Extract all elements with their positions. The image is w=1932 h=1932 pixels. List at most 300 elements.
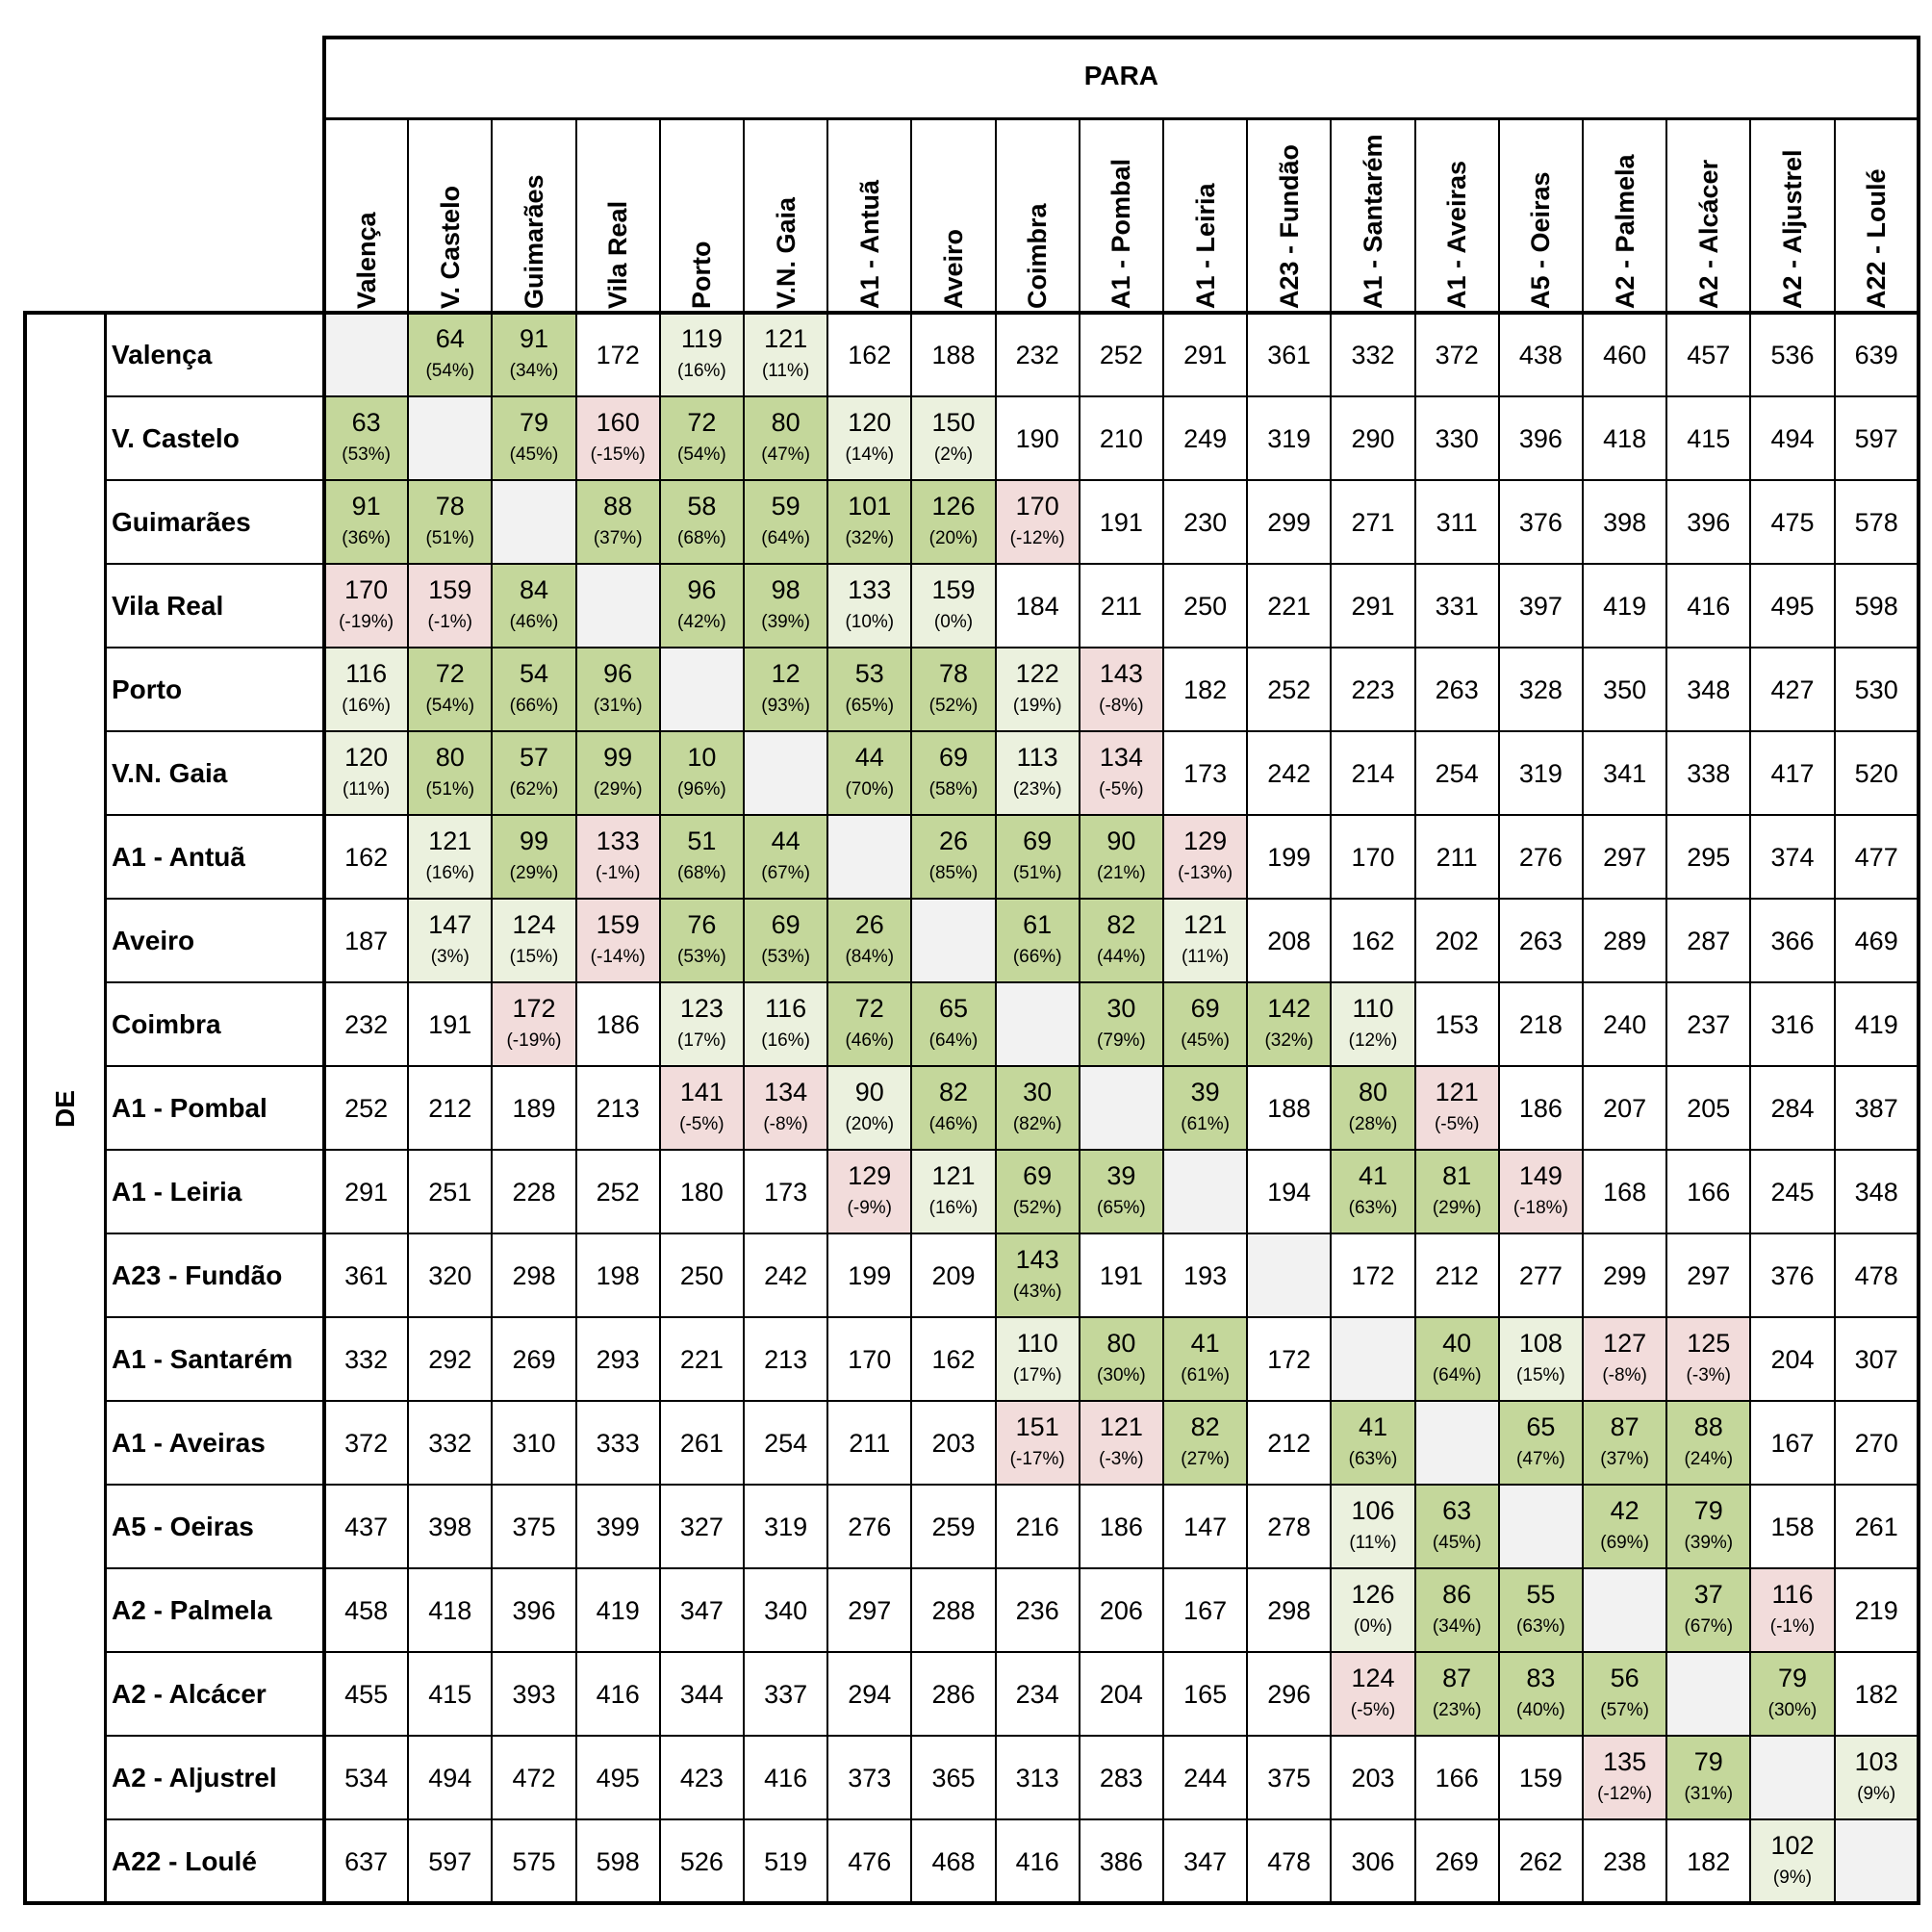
matrix-cell xyxy=(1080,1401,1163,1485)
matrix-cell xyxy=(1835,1150,1919,1233)
cell-value: 250 xyxy=(1183,591,1228,621)
matrix-cell xyxy=(1583,1066,1666,1150)
matrix-cell xyxy=(1163,982,1247,1066)
cell-value: 289 xyxy=(1603,926,1647,955)
cell-percent: (29%) xyxy=(1432,1198,1482,1218)
column-label: Porto xyxy=(687,241,717,309)
matrix-cell xyxy=(744,1401,827,1485)
matrix-cell xyxy=(324,1317,408,1401)
cell-value: 639 xyxy=(1854,340,1898,369)
diagonal-cell xyxy=(1750,1736,1834,1819)
cell-value: 147 xyxy=(428,910,472,939)
cell-value: 399 xyxy=(596,1512,640,1541)
matrix-cell xyxy=(1247,815,1331,899)
cell-percent: (23%) xyxy=(1432,1700,1482,1720)
matrix-cell xyxy=(1666,480,1750,564)
matrix-cell xyxy=(1163,1736,1247,1819)
cell-percent: (69%) xyxy=(1600,1533,1649,1553)
matrix-cell xyxy=(827,396,911,480)
cell-value: 186 xyxy=(1099,1512,1143,1541)
cell-percent: (31%) xyxy=(593,696,643,716)
matrix-cell xyxy=(1080,982,1163,1066)
diagonal-cell xyxy=(911,899,995,982)
cell-value: 190 xyxy=(1015,423,1059,453)
matrix-cell xyxy=(576,982,660,1066)
cell-value: 396 xyxy=(512,1595,556,1625)
matrix-cell xyxy=(1415,1652,1499,1736)
matrix-cell xyxy=(744,1066,827,1150)
cell-value: 116 xyxy=(345,659,388,688)
matrix-cell xyxy=(1583,1317,1666,1401)
matrix-cell xyxy=(1835,982,1919,1066)
cell-value: 269 xyxy=(1435,1846,1479,1876)
matrix-cell xyxy=(660,731,744,815)
matrix-cell xyxy=(911,1485,995,1568)
matrix-cell xyxy=(660,1819,744,1903)
grid-hline xyxy=(106,1400,1919,1402)
matrix-cell xyxy=(324,731,408,815)
matrix-cell xyxy=(827,313,911,396)
row-label: A2 - Palmela xyxy=(112,1594,272,1625)
cell-value: 438 xyxy=(1518,340,1563,369)
border-matrix-left xyxy=(322,36,326,1905)
cell-percent: (17%) xyxy=(677,1030,726,1051)
matrix-cell xyxy=(408,815,492,899)
matrix-cell xyxy=(1499,564,1583,648)
matrix-cell xyxy=(1499,313,1583,396)
grid-hline xyxy=(106,1316,1919,1318)
matrix-cell xyxy=(1163,1317,1247,1401)
cell-percent: (63%) xyxy=(1348,1449,1398,1469)
matrix-cell xyxy=(660,1568,744,1652)
diagonal-cell xyxy=(827,815,911,899)
cell-percent: (11%) xyxy=(1349,1533,1397,1553)
cell-value: 598 xyxy=(596,1846,640,1876)
matrix-cell xyxy=(1499,1150,1583,1233)
matrix-cell xyxy=(492,313,575,396)
cell-percent: (84%) xyxy=(845,947,895,967)
matrix-cell xyxy=(324,815,408,899)
grid-vline xyxy=(1246,118,1248,1903)
cell-percent: (65%) xyxy=(845,696,895,716)
matrix-cell xyxy=(1750,1652,1834,1736)
matrix-cell xyxy=(911,982,995,1066)
cell-percent: (39%) xyxy=(1684,1533,1734,1553)
cell-percent: (-5%) xyxy=(679,1114,724,1134)
cell-percent: (64%) xyxy=(928,1030,979,1051)
matrix-cell xyxy=(996,815,1080,899)
cell-value: 86 xyxy=(1442,1580,1472,1609)
cell-value: 191 xyxy=(1099,507,1143,537)
matrix-cell xyxy=(1331,1066,1414,1150)
matrix-cell xyxy=(1499,1317,1583,1401)
cell-value: 199 xyxy=(1267,842,1311,872)
row-label: Valença xyxy=(112,339,213,369)
cell-value: 291 xyxy=(1183,340,1228,369)
matrix-cell xyxy=(996,1150,1080,1233)
matrix-cell xyxy=(576,1401,660,1485)
cell-value: 82 xyxy=(1106,910,1136,939)
matrix-cell xyxy=(1750,982,1834,1066)
cell-value: 124 xyxy=(512,910,556,939)
column-label: A1 - Aveiras xyxy=(1442,160,1472,309)
cell-percent: (62%) xyxy=(509,779,559,800)
cell-percent: (37%) xyxy=(593,528,643,548)
row-label: Porto xyxy=(112,674,183,704)
cell-value: 419 xyxy=(1854,1009,1898,1039)
cell-percent: (15%) xyxy=(1516,1365,1565,1385)
cell-value: 37 xyxy=(1693,1580,1723,1609)
matrix-cell xyxy=(1499,731,1583,815)
cell-value: 218 xyxy=(1518,1009,1563,1039)
cell-value: 534 xyxy=(344,1763,389,1792)
cell-value: 252 xyxy=(596,1177,640,1207)
matrix-cell xyxy=(1750,1150,1834,1233)
grid-hline xyxy=(106,1818,1919,1820)
grid-vline xyxy=(1665,118,1667,1903)
cell-value: 455 xyxy=(344,1679,389,1709)
grid-hline xyxy=(106,814,1919,816)
matrix-cell xyxy=(660,1150,744,1233)
grid-vline xyxy=(491,118,493,1903)
cell-value: 123 xyxy=(679,994,724,1023)
matrix-cell xyxy=(408,480,492,564)
matrix-cell xyxy=(660,982,744,1066)
matrix-cell xyxy=(1583,731,1666,815)
matrix-cell xyxy=(1247,396,1331,480)
matrix-cell xyxy=(1080,1819,1163,1903)
cell-value: 284 xyxy=(1770,1093,1815,1123)
cell-value: 319 xyxy=(1267,423,1311,453)
cell-value: 254 xyxy=(1435,758,1479,788)
cell-value: 330 xyxy=(1435,423,1479,453)
cell-value: 81 xyxy=(1442,1161,1472,1190)
cell-percent: (27%) xyxy=(1181,1449,1230,1469)
matrix-cell xyxy=(1415,396,1499,480)
column-label: V. Castelo xyxy=(435,185,465,309)
cell-value: 332 xyxy=(1351,340,1395,369)
cell-value: 348 xyxy=(1687,674,1731,704)
cell-value: 72 xyxy=(687,408,717,437)
matrix-cell xyxy=(827,899,911,982)
matrix-cell xyxy=(1835,1485,1919,1568)
cell-value: 80 xyxy=(1106,1329,1136,1358)
border-matrix-top xyxy=(23,311,1919,315)
matrix-cell xyxy=(827,1233,911,1317)
cell-value: 134 xyxy=(764,1078,808,1106)
row-label: Coimbra xyxy=(112,1008,221,1039)
matrix-cell xyxy=(492,1568,575,1652)
matrix-cell xyxy=(911,480,995,564)
matrix-cell xyxy=(996,648,1080,731)
column-label: A23 - Fundão xyxy=(1274,143,1304,309)
cell-value: 41 xyxy=(1190,1329,1220,1358)
cell-percent: (32%) xyxy=(1264,1030,1314,1051)
matrix-cell xyxy=(996,1736,1080,1819)
cell-value: 249 xyxy=(1183,423,1228,453)
cell-percent: (16%) xyxy=(928,1198,979,1218)
column-label: V.N. Gaia xyxy=(771,196,801,309)
matrix-cell xyxy=(1666,982,1750,1066)
matrix-cell xyxy=(744,396,827,480)
cell-value: 262 xyxy=(1518,1846,1563,1876)
matrix-cell xyxy=(1499,1233,1583,1317)
cell-value: 57 xyxy=(519,743,548,772)
cell-value: 237 xyxy=(1687,1009,1731,1039)
cell-value: 578 xyxy=(1854,507,1898,537)
row-label: Aveiro xyxy=(112,925,195,955)
matrix-cell xyxy=(1080,1233,1163,1317)
matrix-cell xyxy=(660,815,744,899)
cell-value: 495 xyxy=(596,1763,640,1792)
cell-percent: (51%) xyxy=(425,779,475,800)
row-label: A2 - Aljustrel xyxy=(112,1762,277,1792)
cell-value: 519 xyxy=(764,1846,808,1876)
cell-percent: (-14%) xyxy=(590,947,646,967)
cell-value: 204 xyxy=(1770,1344,1815,1374)
matrix-cell xyxy=(744,1233,827,1317)
cell-percent: (54%) xyxy=(425,361,475,381)
cell-value: 69 xyxy=(1190,994,1220,1023)
cell-value: 478 xyxy=(1267,1846,1311,1876)
cell-percent: (-12%) xyxy=(1597,1784,1653,1804)
matrix-cell xyxy=(1163,1568,1247,1652)
cell-value: 234 xyxy=(1015,1679,1059,1709)
matrix-cell xyxy=(1499,899,1583,982)
matrix-cell xyxy=(576,1485,660,1568)
matrix-cell xyxy=(996,1233,1080,1317)
matrix-cell xyxy=(492,564,575,648)
cell-percent: (-3%) xyxy=(1099,1449,1144,1469)
matrix-cell xyxy=(1750,396,1834,480)
row-label: A1 - Santarém xyxy=(112,1343,293,1374)
cell-value: 142 xyxy=(1267,994,1311,1023)
matrix-cell xyxy=(660,1317,744,1401)
diagonal-cell xyxy=(660,648,744,731)
cell-value: 252 xyxy=(344,1093,389,1123)
matrix-cell xyxy=(1163,1819,1247,1903)
column-label: A1 - Santarém xyxy=(1359,134,1387,309)
matrix-cell xyxy=(827,1819,911,1903)
matrix-cell xyxy=(827,1150,911,1233)
cell-value: 478 xyxy=(1854,1260,1898,1290)
matrix-cell xyxy=(1415,313,1499,396)
matrix-cell xyxy=(1163,1401,1247,1485)
grid-vline xyxy=(1498,118,1500,1903)
matrix-cell xyxy=(1835,313,1919,396)
cell-value: 162 xyxy=(931,1344,976,1374)
cell-percent: (53%) xyxy=(677,947,726,967)
row-label: A23 - Fundão xyxy=(112,1259,283,1290)
cell-percent: (29%) xyxy=(509,863,559,883)
matrix-cell xyxy=(1080,899,1163,982)
cell-value: 53 xyxy=(854,659,884,688)
matrix-cell xyxy=(1247,313,1331,396)
cell-percent: (-18%) xyxy=(1513,1198,1568,1218)
cell-percent: (64%) xyxy=(1432,1365,1482,1385)
cell-percent: (-13%) xyxy=(1178,863,1233,883)
matrix-cell xyxy=(492,1066,575,1150)
matrix-cell xyxy=(996,1652,1080,1736)
matrix-cell xyxy=(996,480,1080,564)
cell-percent: (20%) xyxy=(845,1114,895,1134)
cell-percent: (52%) xyxy=(928,696,979,716)
matrix-cell xyxy=(492,1317,575,1401)
diagonal-cell xyxy=(1415,1401,1499,1485)
cell-value: 82 xyxy=(938,1078,968,1106)
matrix-cell xyxy=(1499,1819,1583,1903)
matrix-cell xyxy=(324,1150,408,1233)
cell-percent: (16%) xyxy=(425,863,475,883)
matrix-cell xyxy=(744,648,827,731)
cell-percent: (-15%) xyxy=(590,445,646,465)
cell-value: 91 xyxy=(519,324,548,353)
cell-value: 333 xyxy=(596,1428,640,1458)
cell-value: 291 xyxy=(344,1177,389,1207)
cell-value: 96 xyxy=(603,659,633,688)
cell-value: 297 xyxy=(1603,842,1647,872)
cell-value: 327 xyxy=(679,1512,724,1541)
cell-value: 397 xyxy=(1518,591,1563,621)
cell-percent: (63%) xyxy=(1516,1616,1565,1637)
matrix-cell xyxy=(324,1736,408,1819)
matrix-cell xyxy=(1583,1233,1666,1317)
cell-value: 263 xyxy=(1518,926,1563,955)
cell-value: 133 xyxy=(596,826,640,855)
cell-percent: (32%) xyxy=(845,528,895,548)
cell-value: 298 xyxy=(512,1260,556,1290)
matrix-cell xyxy=(1750,480,1834,564)
cell-percent: (-8%) xyxy=(763,1114,808,1134)
cell-value: 396 xyxy=(1687,507,1731,537)
matrix-cell xyxy=(1415,1150,1499,1233)
cell-percent: (16%) xyxy=(342,696,391,716)
matrix-cell xyxy=(1750,815,1834,899)
matrix-cell xyxy=(1247,1485,1331,1568)
cell-value: 365 xyxy=(931,1763,976,1792)
matrix-cell xyxy=(1666,1401,1750,1485)
matrix-cell xyxy=(1331,1568,1414,1652)
cell-value: 372 xyxy=(344,1428,389,1458)
cell-value: 121 xyxy=(1435,1078,1479,1106)
matrix-cell xyxy=(492,815,575,899)
cell-value: 172 xyxy=(512,994,556,1023)
cell-value: 261 xyxy=(679,1428,724,1458)
cell-value: 376 xyxy=(1770,1260,1815,1290)
cell-value: 79 xyxy=(1693,1747,1723,1776)
matrix-cell xyxy=(1247,1401,1331,1485)
matrix-cell xyxy=(827,1736,911,1819)
cell-value: 87 xyxy=(1442,1664,1472,1692)
matrix-cell xyxy=(1163,731,1247,815)
matrix-cell xyxy=(827,480,911,564)
matrix-cell xyxy=(1750,1317,1834,1401)
cell-value: 298 xyxy=(1267,1595,1311,1625)
cell-percent: (-5%) xyxy=(1350,1700,1396,1720)
matrix-cell xyxy=(324,1652,408,1736)
cell-value: 127 xyxy=(1603,1329,1647,1358)
row-label: V.N. Gaia xyxy=(112,757,228,788)
cell-value: 396 xyxy=(1518,423,1563,453)
cell-value: 250 xyxy=(679,1260,724,1290)
cell-value: 297 xyxy=(848,1595,892,1625)
cell-percent: (79%) xyxy=(1097,1030,1146,1051)
matrix-cell xyxy=(660,1485,744,1568)
cell-value: 494 xyxy=(1770,423,1815,453)
matrix-cell xyxy=(744,1736,827,1819)
matrix-cell xyxy=(827,1652,911,1736)
matrix-cell xyxy=(1415,1568,1499,1652)
cell-value: 477 xyxy=(1854,842,1898,872)
cell-value: 419 xyxy=(1603,591,1647,621)
grid-hline xyxy=(106,1735,1919,1737)
cell-value: 276 xyxy=(1518,842,1563,872)
cell-value: 10 xyxy=(687,743,717,772)
matrix-cell xyxy=(576,648,660,731)
matrix-cell xyxy=(1835,1652,1919,1736)
matrix-cell xyxy=(1835,731,1919,815)
cell-value: 228 xyxy=(512,1177,556,1207)
cell-value: 350 xyxy=(1603,674,1647,704)
matrix-cell xyxy=(996,1401,1080,1485)
matrix-cell xyxy=(1163,480,1247,564)
cell-value: 151 xyxy=(1015,1412,1059,1441)
cell-value: 295 xyxy=(1687,842,1731,872)
matrix-cell xyxy=(1415,1066,1499,1150)
matrix-cell xyxy=(1331,1736,1414,1819)
cell-value: 252 xyxy=(1267,674,1311,704)
cell-value: 597 xyxy=(428,1846,472,1876)
cell-value: 347 xyxy=(1183,1846,1228,1876)
matrix-cell xyxy=(1080,648,1163,731)
cell-percent: (67%) xyxy=(1684,1616,1734,1637)
cell-percent: (45%) xyxy=(1432,1533,1482,1553)
matrix-cell xyxy=(576,1568,660,1652)
matrix-cell xyxy=(1750,1819,1834,1903)
matrix-cell xyxy=(324,1066,408,1150)
matrix-cell xyxy=(1247,899,1331,982)
cell-value: 166 xyxy=(1435,1763,1479,1792)
cell-value: 69 xyxy=(1023,1161,1053,1190)
cell-value: 110 xyxy=(1016,1329,1058,1358)
column-label: A1 - Antuã xyxy=(854,180,884,309)
matrix-cell xyxy=(408,1568,492,1652)
matrix-cell xyxy=(1583,1819,1666,1903)
cell-value: 159 xyxy=(428,575,472,604)
cell-value: 278 xyxy=(1267,1512,1311,1541)
matrix-cell xyxy=(996,1568,1080,1652)
matrix-cell xyxy=(660,480,744,564)
cell-value: 347 xyxy=(679,1595,724,1625)
cell-value: 102 xyxy=(1770,1831,1815,1860)
matrix-cell xyxy=(1750,1401,1834,1485)
matrix-cell xyxy=(744,1568,827,1652)
matrix-cell xyxy=(324,564,408,648)
cell-percent: (12%) xyxy=(1348,1030,1398,1051)
cell-value: 173 xyxy=(1183,758,1228,788)
cell-value: 348 xyxy=(1854,1177,1898,1207)
cell-value: 119 xyxy=(680,324,723,353)
matrix-cell xyxy=(1331,1233,1414,1317)
cell-value: 129 xyxy=(848,1161,892,1190)
column-label: A2 - Alcácer xyxy=(1693,159,1723,309)
cell-value: 296 xyxy=(1267,1679,1311,1709)
cell-value: 242 xyxy=(764,1260,808,1290)
cell-value: 221 xyxy=(1267,591,1311,621)
cell-percent: (-3%) xyxy=(1686,1365,1731,1385)
matrix-cell xyxy=(744,1485,827,1568)
cell-value: 61 xyxy=(1023,910,1053,939)
